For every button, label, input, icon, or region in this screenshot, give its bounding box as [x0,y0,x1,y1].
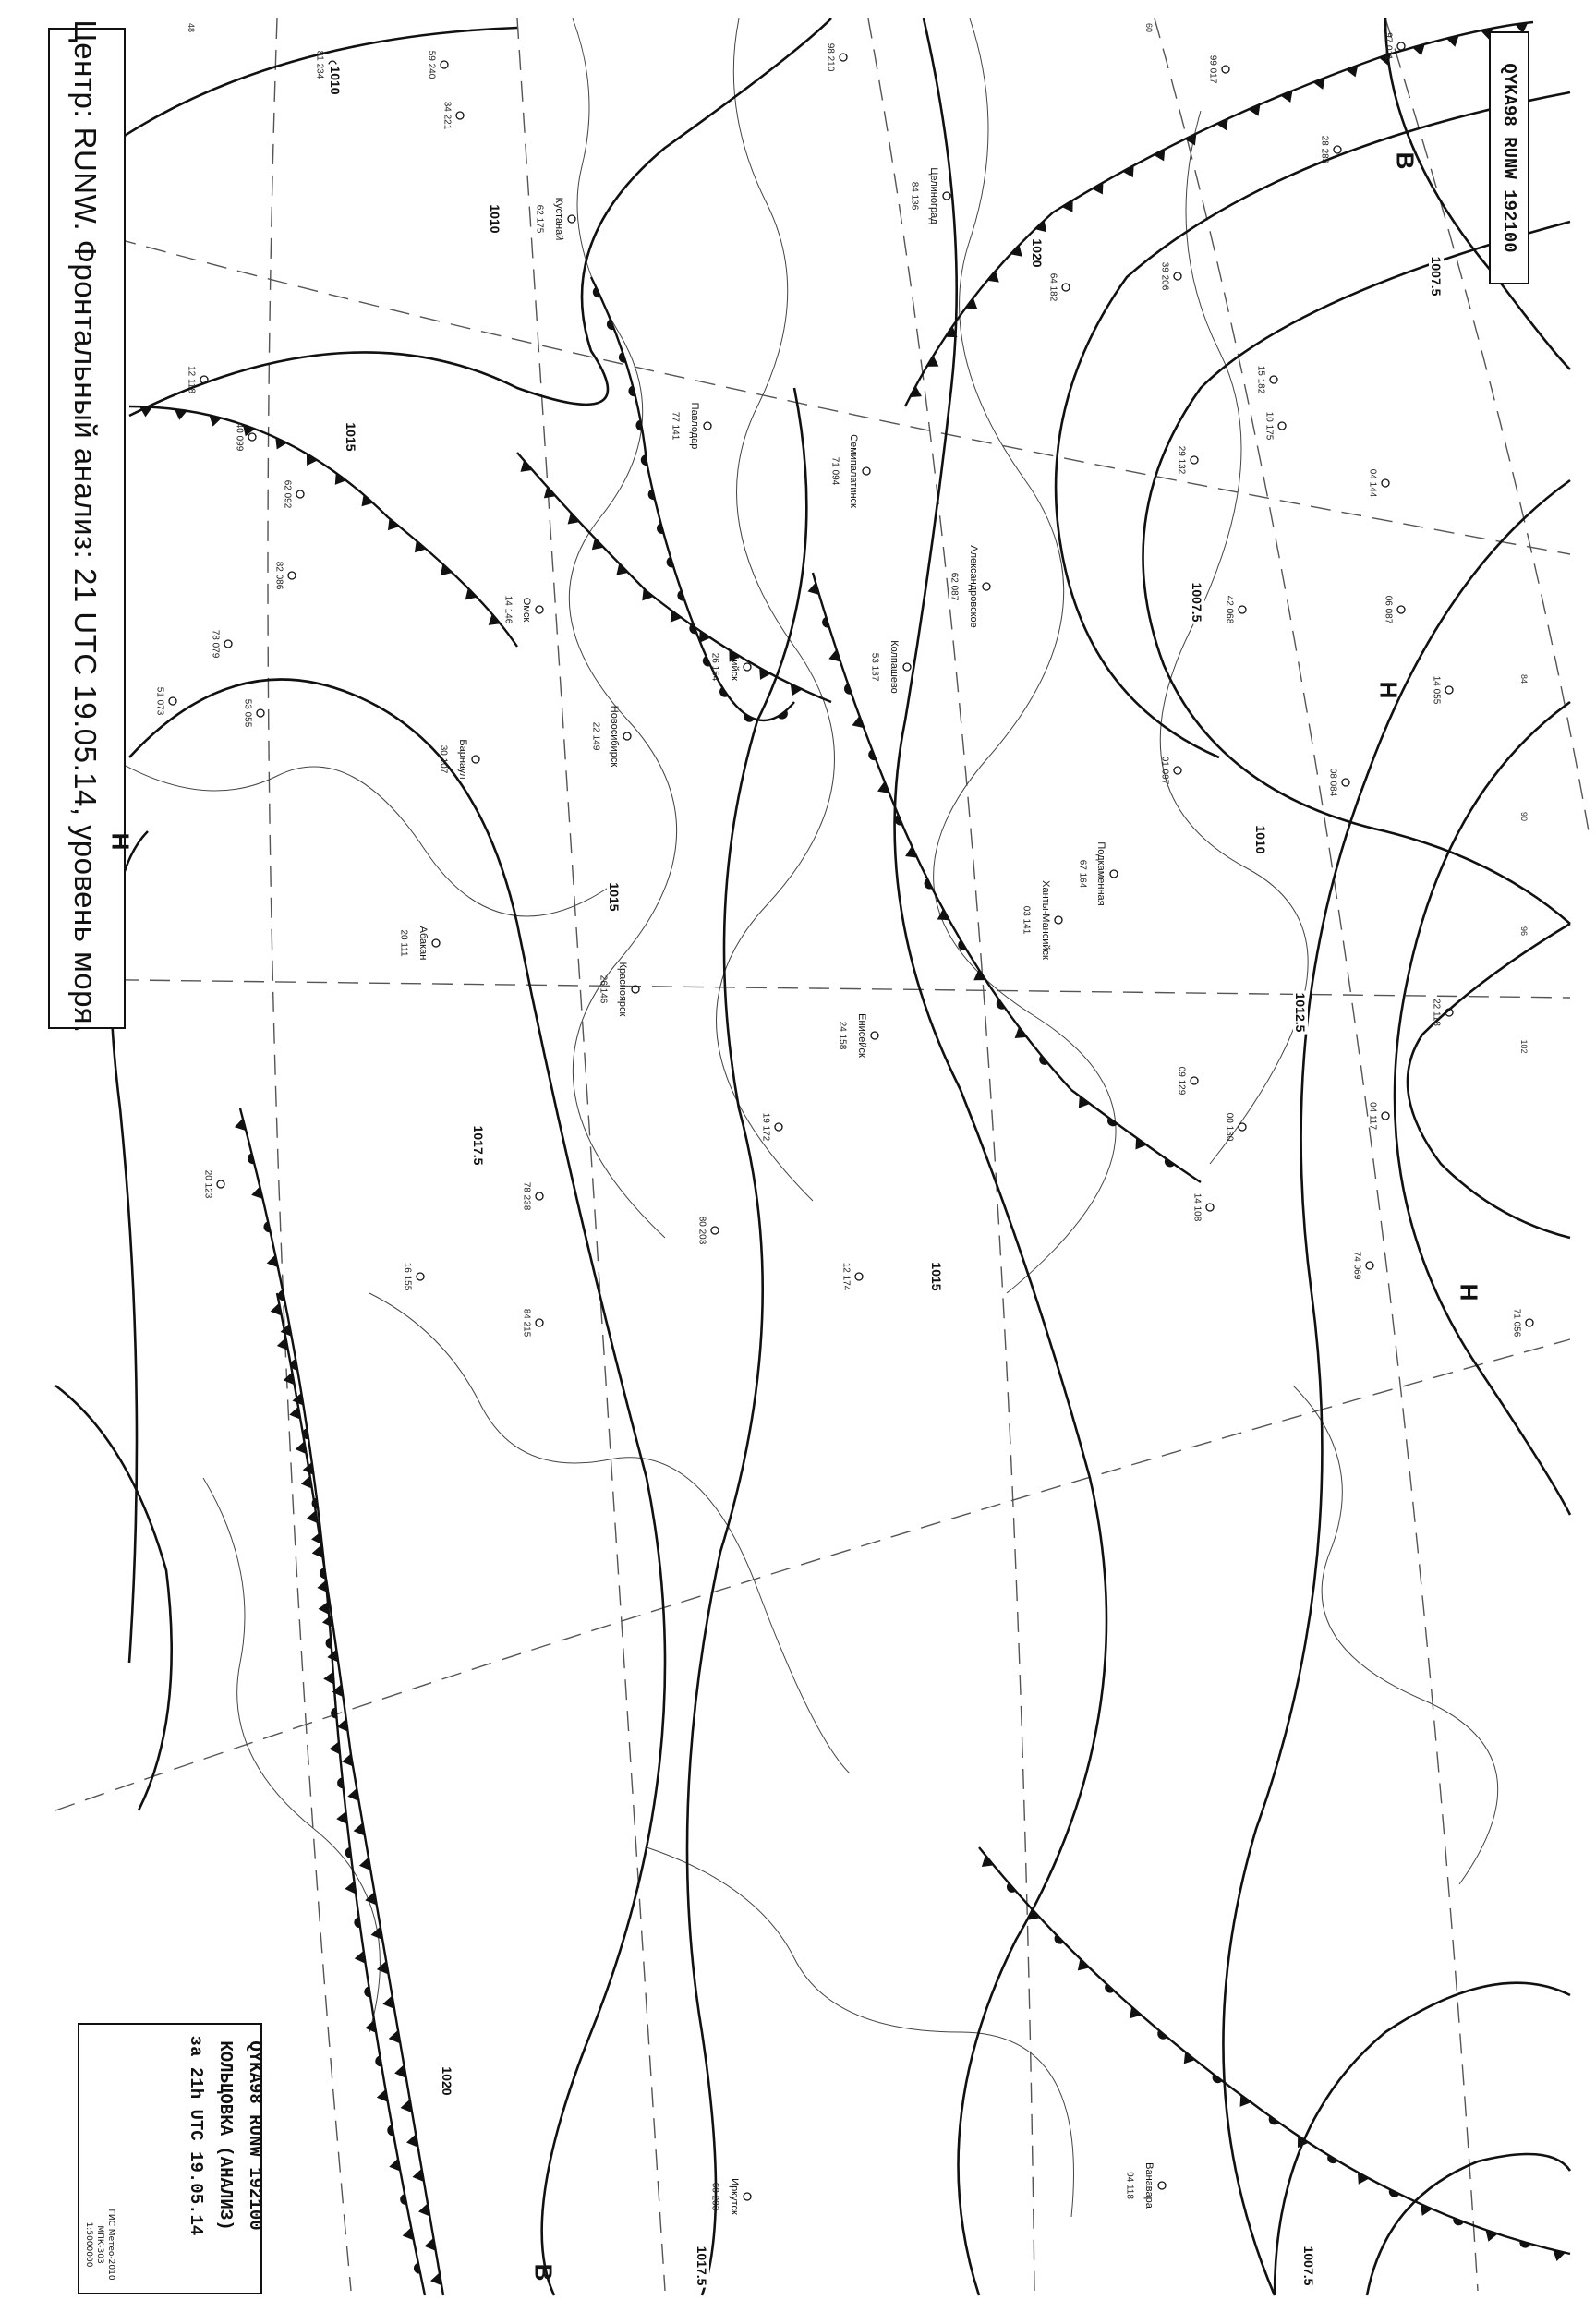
front-triangle [1092,182,1103,194]
station-obs: 51 073 [154,686,165,716]
station-obs: 01 097 [1159,756,1170,785]
station-dot [711,1227,719,1234]
station-dot [983,583,990,590]
lon-line [868,18,1034,2291]
station-name: Новосибирск [609,705,620,768]
cold-front [129,406,517,647]
station-name: Барнаул [457,739,468,780]
station-obs: 08 084 [1327,768,1338,797]
station-dot [1110,870,1118,878]
pressure-center: В [529,2263,558,2282]
station-dot [744,2193,751,2200]
station-obs: 67 164 [1077,859,1088,889]
river [1160,111,1308,1164]
station-name: Красноярск [617,962,628,1017]
station-obs: 28 283 [1319,135,1330,164]
station-dot [1191,1077,1198,1084]
station-dot [432,939,440,947]
lon-line [517,18,665,2291]
river [1293,1386,1498,1884]
station-name: Омск [521,597,532,623]
river [647,1847,1074,2217]
station-dot [248,433,256,441]
isobar-label: 1017.5 [471,1125,486,1166]
station-dot [1366,1262,1373,1269]
front-semicircle [1055,1934,1064,1943]
front-triangle [329,1741,340,1754]
front-triangle [973,969,985,980]
station-obs: 24 158 [837,1021,848,1050]
station-obs: 99 017 [1207,54,1218,84]
station-dot [257,709,264,717]
station-dot [224,640,232,648]
front-triangle [345,1882,356,1894]
station-obs: 62 175 [534,204,545,234]
isobar-1012-5 [1223,480,1570,2295]
isobar-label: 1007.5 [1301,2246,1316,2286]
front-triangle [759,668,770,680]
front-triangle [336,1811,347,1824]
station-obs: 78 238 [521,1181,532,1211]
front-triangle [323,1672,333,1685]
chart-stamp [78,2023,265,2294]
station-obs: 71 056 [1511,1308,1522,1338]
station-dot [1055,916,1062,924]
station-obs: 14 055 [1431,675,1442,705]
isobar-label: 1010 [328,66,343,95]
front-triangle [317,1580,328,1592]
station-obs: 62 087 [949,572,960,601]
station-dot [1158,2182,1166,2189]
station-obs: 82 086 [273,561,284,590]
occluded-front [1071,1090,1201,1182]
front-markers [139,23,1566,2286]
isobars [55,18,1570,2295]
station-obs: 98 210 [825,42,836,72]
geography [111,18,1498,2217]
pressure-center: Н [1374,681,1403,699]
station-obs: 16 155 [402,1262,413,1291]
station-dot [1445,686,1453,694]
station-name: Ханты-Мансийск [1040,880,1051,960]
station-obs: 26 154 [709,652,720,682]
station-obs: 39 206 [1159,261,1170,291]
station-name: Колпашево [889,640,900,694]
station-dot [536,1192,543,1200]
station-obs: 53 055 [242,698,253,728]
station-obs: 04 144 [1367,468,1378,498]
station-dot [863,467,870,475]
station-obs: 74 069 [1351,1251,1362,1280]
isobar-label: 1017.5 [695,2246,709,2286]
front-semicircle [331,1708,336,1719]
lon-line [1155,18,1478,2291]
stationary-front [240,1108,425,2295]
station-name: Иркутск [729,2178,740,2215]
code-box-top [1489,31,1530,284]
station-dot [536,606,543,613]
isobar-1017-5 [687,388,806,2295]
station-obs: 60 203 [709,2182,720,2211]
longitude-tick: 84 [1519,673,1529,684]
station-dot [1062,284,1070,291]
isobar-label: 1015 [929,1262,944,1291]
isobar-1007-5-east [1408,924,1570,1238]
station-dot [1191,456,1198,464]
station-dot [217,1180,224,1188]
station-obs: 34 221 [441,101,453,130]
front-semicircle [326,1638,332,1649]
river [369,1293,850,1773]
front-triangle [319,1602,330,1615]
warm-front [591,277,794,720]
station-obs: 84 215 [521,1308,532,1338]
station-dot [1382,479,1389,487]
occluded-front [979,1847,1570,2254]
station-dot [1278,422,1286,430]
river [203,1478,380,2032]
front-triangle [355,1951,366,1964]
station-dot [1397,606,1405,613]
station-obs: 84 136 [909,181,920,211]
longitude-tick: 90 [1519,811,1529,822]
front-triangle [1358,2173,1369,2185]
station-obs: 64 182 [1047,272,1058,302]
longitude-tick: 48 [187,22,196,33]
station-dot [1174,272,1181,280]
station-obs: 22 149 [590,721,601,751]
station-dot [1239,606,1246,613]
front-triangle [1062,200,1073,212]
station-obs: 40 099 [234,422,245,452]
station-obs: 78 079 [210,629,221,659]
isobar-east-1 [1143,222,1571,924]
isobar-label: 1010 [1253,825,1268,854]
station-obs: 71 094 [829,456,840,486]
station-obs: 12 174 [840,1262,852,1291]
isobar-east-3 [1385,18,1570,369]
station-obs: 09 129 [1176,1066,1187,1096]
station-name: Абакан [417,926,429,961]
front-triangle [311,1531,322,1544]
station-name: Семипалатинск [848,434,859,508]
lat-line [55,979,1570,998]
station-dot [288,572,296,579]
station-obs: 42 068 [1224,595,1235,624]
station-name: Енисейск [856,1013,867,1058]
isobar-label: 1007.5 [1429,256,1444,297]
isobar-label: 1015 [607,882,622,912]
isobar-1010-west [129,18,831,416]
station-dot [903,663,911,671]
river [569,18,676,1238]
station-obs: 14 108 [1191,1192,1203,1222]
isobar-label: 1015 [344,422,358,452]
station-dot [568,215,575,223]
station-obs: 12 118 [186,366,197,393]
station-obs: 19 172 [760,1112,771,1142]
station-obs: 15 182 [1255,365,1266,394]
station-obs: 53 137 [869,652,880,682]
station-dot [943,192,950,200]
station-dot [1174,767,1181,774]
front-triangle [1298,2136,1309,2148]
isobar-1010-top [120,28,517,139]
front-triangle [175,409,187,420]
front-triangle [307,454,318,466]
station-name: Целиноград [928,167,939,224]
station-dot [744,663,751,671]
station-dot [871,1032,878,1039]
front-triangle [1122,165,1133,177]
station-obs: 77 141 [670,411,681,441]
station-obs: 80 203 [696,1216,707,1245]
lon-line [1385,18,1589,831]
station-name: Кустанай [553,197,564,241]
station-dots [169,42,1533,2200]
isobar-label: 1007.5 [1190,582,1204,623]
station-dot [456,112,464,119]
station-dot [1397,42,1405,50]
station-dot [1334,146,1341,153]
isobar-1010-east [1395,702,1570,1515]
station-obs: 62 092 [282,479,293,509]
station-obs: 03 141 [1021,905,1032,935]
code-box-text: QYKA98 RUNW 192100 [1499,63,1519,253]
cold-front [905,22,1533,406]
station-name: Ванавара [1143,2162,1155,2209]
front-triangle [1412,44,1425,55]
lat-line [55,1339,1570,1810]
station-obs: 10 175 [1264,411,1275,441]
stamp-line-2: КОЛЬЦОВКА (АНАЛИЗ) [215,2040,236,2231]
station-dot [472,756,479,763]
station-dot [1239,1123,1246,1131]
station-dot [775,1123,782,1131]
stamp-software: ГИС Метео-2010 [106,2209,115,2281]
fronts [129,22,1570,2295]
stamp-code: МПК-303 [95,2225,104,2264]
station-obs: 20 123 [202,1169,213,1199]
cold-front [517,453,831,702]
station-dot [417,1273,424,1280]
station-dot [169,697,176,705]
station-dot [855,1273,863,1280]
isobar-label: 1012.5 [1293,992,1308,1033]
station-obs: 14 146 [502,595,514,624]
station-dot [1382,1112,1389,1120]
longitude-tick: 60 [1144,22,1154,33]
station-dot [536,1319,543,1326]
pressure-center: Н [1455,1283,1483,1301]
river [111,757,610,916]
station-dot [441,61,448,68]
pressure-center: В [1391,151,1420,170]
station-obs: 20 111 [398,929,409,957]
station-name: Павлодар [689,402,700,450]
station-obs: 94 118 [1124,2172,1135,2199]
front-triangle [926,356,938,367]
pressure-center: Н [106,832,135,851]
longitude-tick: 102 [1519,1039,1529,1054]
station-name: Подкаменная [1095,841,1106,906]
isobar-label: 1020 [1030,238,1045,268]
station-obs: 04 117 [1367,1102,1378,1130]
station-dot [704,422,711,430]
station-obs: 97 011 [1383,32,1394,60]
stamp-line-3: за 21h UTC 19.05.14 [186,2035,206,2236]
station-obs: 30 107 [438,744,449,774]
station-dot [296,490,304,498]
station-dot [1270,376,1277,383]
station-obs: 00 130 [1224,1112,1235,1142]
station-name: Александровское [968,545,979,628]
station-name: Бийск [729,653,740,681]
stamp-scale: 1:5000000 [84,2221,93,2268]
station-obs: 59 240 [426,50,437,79]
station-dot [623,732,631,740]
isobar-low-ne [1275,1983,1570,2295]
station-obs: 81 234 [314,50,325,79]
front-semicircle [1105,1984,1114,1993]
station-dot [1222,66,1229,73]
river [716,18,834,1201]
station-dot [1206,1204,1214,1211]
longitude-tick: 96 [1519,926,1529,937]
stamp-line-1: QYKA98 RUNW 192100 [245,2040,265,2231]
station-dot [1526,1319,1533,1326]
station-obs: 26 146 [598,974,609,1004]
isobar-low-west [55,1386,172,1810]
isobar-label: 1020 [440,2066,454,2096]
station-obs: 29 132 [1176,445,1187,475]
chart-title: Центр: RUNW. Фронтальный анализ: 21 UTC 19.05.14, уровень моря. [68,19,103,1034]
station-obs: 22 118 [1431,999,1442,1026]
station-dot [840,54,847,61]
front-triangle [139,406,152,417]
station-obs: 06 087 [1383,595,1394,624]
front-triangle [322,1615,333,1628]
station-dot [1342,779,1349,786]
lon-line [268,18,351,2291]
isobar-label: 1010 [488,204,502,234]
